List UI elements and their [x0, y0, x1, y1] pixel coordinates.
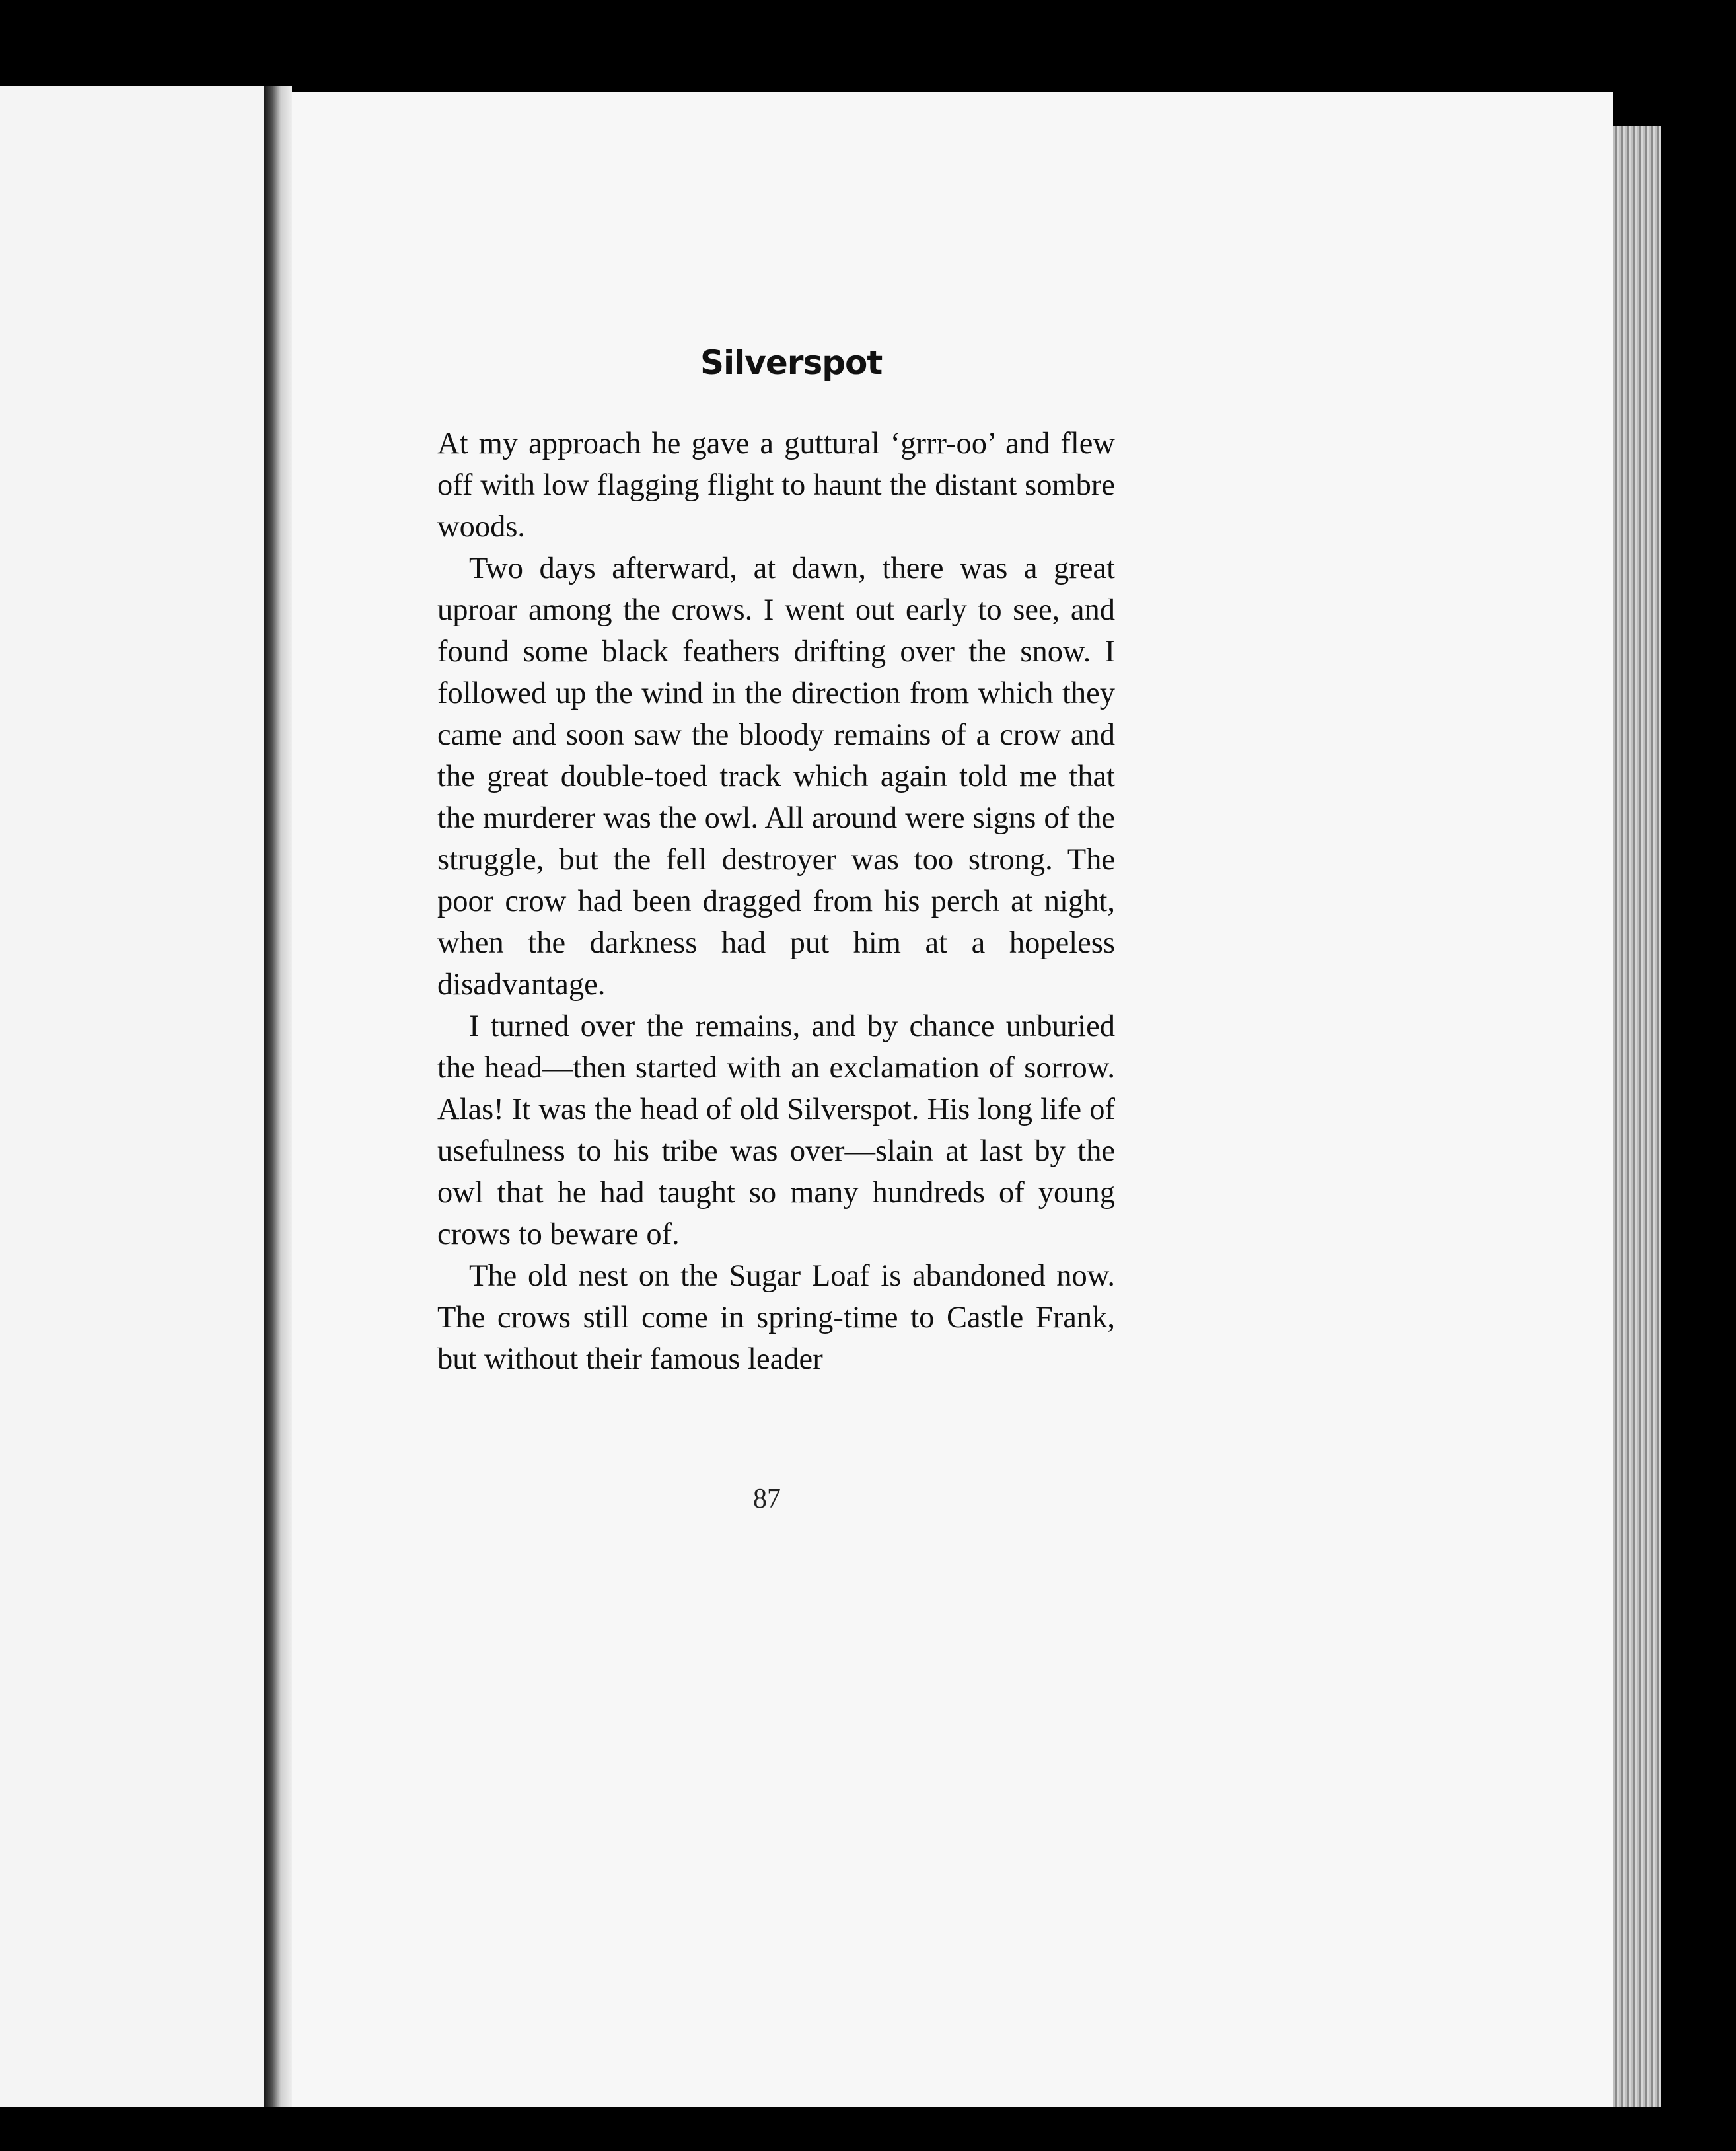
paragraph-3: I turned over the remains, and by chance unburied the head—then started with an exclamation of sorrow. Alas! It was the head of old Silverspot. His long life of usefulness to his tribe was over—slain at last by the owl that he had taught so many hundreds of young crows to beware of. — [437, 1009, 1115, 1251]
body-text — [437, 423, 1115, 1380]
page-edge — [1613, 126, 1661, 2107]
running-head: Silverspot — [700, 344, 883, 382]
paragraph-2: Two days afterward, at dawn, there was a great uproar among the crows. I went out early to see, and found some black feathers drifting over the snow. I followed up the wind in the direction from which they came and soon saw the bloody remains of a crow and the great double-toed track which again told me that the murderer was the owl. All around were signs of the struggle, but the fell destroyer was too strong. The poor crow had been dragged from his perch at night, when the darkness had put him at a hopeless disadvantage. — [437, 552, 1115, 1002]
paragraph-4: The old nest on the Sugar Loaf is abandoned now. The crows still come in spring-time to Castle Frank, but without their famous leader — [437, 1259, 1115, 1376]
left-page — [0, 86, 264, 2107]
book-spine — [264, 86, 292, 2107]
page-number: 87 — [753, 1484, 781, 1514]
paragraph-1: At my approach he gave a guttural ‘grrr-oo’ and flew off with low flagging flight to haunt the distant sombre woods. — [437, 427, 1115, 544]
